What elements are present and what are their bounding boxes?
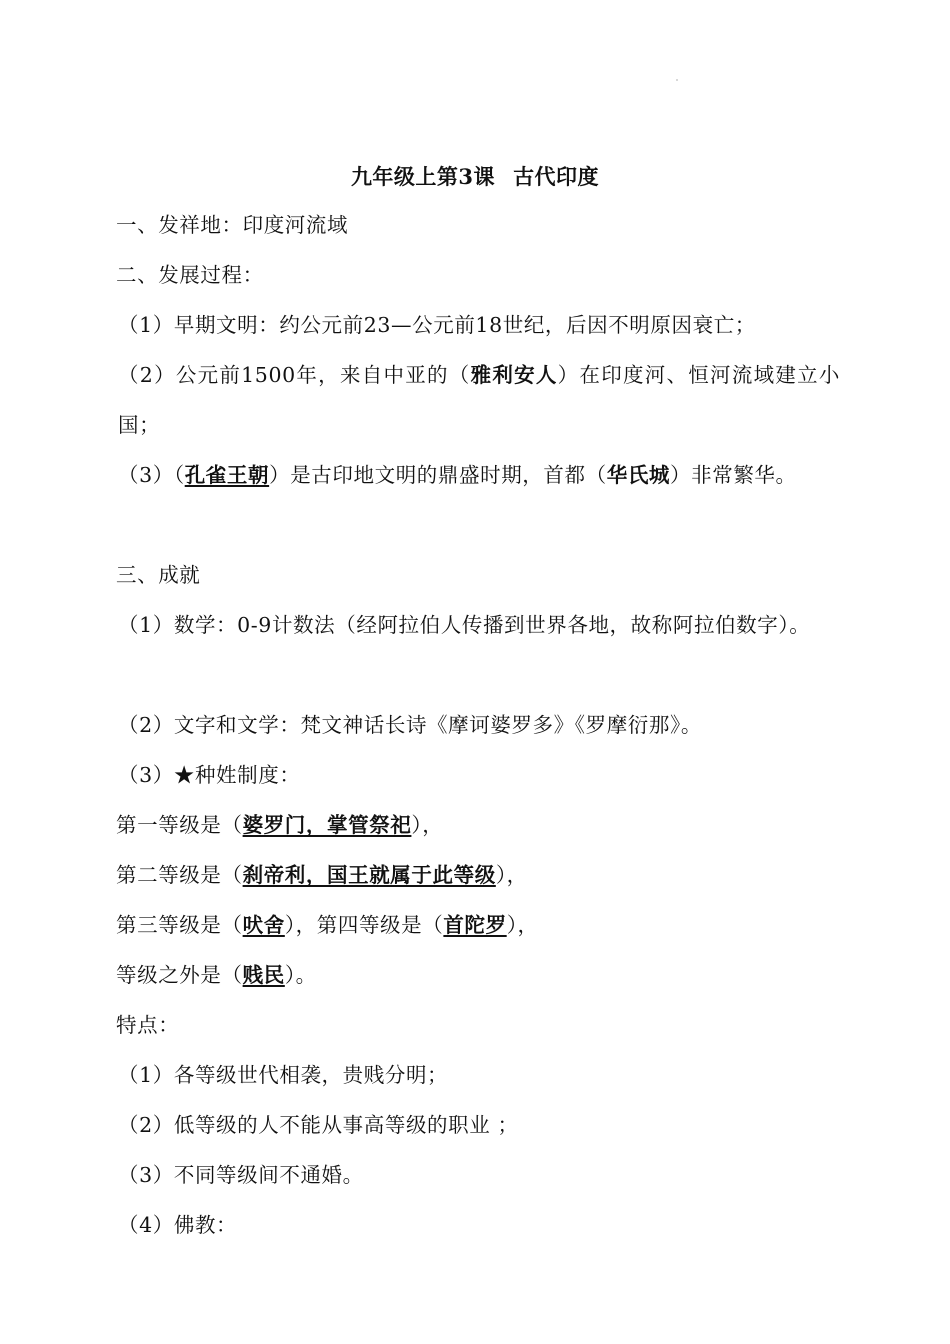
development-item-3-text-b: ）是古印地文明的鼎盛时期，首都（ xyxy=(269,463,607,487)
caste-level-4-prefix: ），第四等级是（ xyxy=(284,913,444,937)
answer-maurya: 孔雀王朝 xyxy=(184,463,270,487)
title-sub: 古代印度 xyxy=(513,164,600,189)
page-speck xyxy=(676,79,678,81)
answer-vaishya: 吠舍 xyxy=(242,913,285,937)
section-origin: 一、发祥地：印度河流域 xyxy=(116,213,349,237)
development-item-3-text-a: （3）（ xyxy=(118,463,185,487)
section-development-heading: 二、发展过程： xyxy=(116,263,264,287)
buddhism-heading: （4）佛教： xyxy=(118,1213,238,1237)
development-item-1: （1）早期文明：约公元前23—公元前18世纪，后因不明原因衰亡； xyxy=(118,313,756,337)
development-item-3-text-c: ）非常繁华。 xyxy=(670,463,797,487)
development-item-2 xyxy=(118,350,840,450)
answer-brahmin: 婆罗门，掌管祭祀 xyxy=(242,813,412,837)
development-item-2-text-b: ）在印度河、恒河流域建立小国； xyxy=(118,363,840,437)
caste-outside xyxy=(116,950,838,1000)
answer-pataliputra: 华氏城 xyxy=(606,463,671,487)
caste-level-2-prefix: 第二等级是（ xyxy=(116,863,243,887)
caste-level-3-prefix: 第三等级是（ xyxy=(116,913,243,937)
caste-level-2 xyxy=(116,850,838,900)
caste-level-4-suffix: ）， xyxy=(506,913,539,937)
achievement-item-1: （1）数学：0-9计数法（经阿拉伯人传播到世界各地，故称阿拉伯数字）。 xyxy=(118,613,811,637)
title-main: 九年级上第3课 xyxy=(350,164,496,189)
achievement-item-3: （3）★种姓制度： xyxy=(118,763,301,787)
features-heading: 特点： xyxy=(116,1013,180,1037)
page-title xyxy=(0,161,950,191)
achievement-item-2: （2）文字和文学：梵文神话长诗《摩诃婆罗多》《罗摩衍那》。 xyxy=(118,713,702,737)
section-achievements-heading: 三、成就 xyxy=(116,563,201,587)
answer-kshatriya: 刹帝利，国王就属于此等级 xyxy=(242,863,496,887)
caste-level-3-4 xyxy=(116,900,838,950)
development-item-2-text-a: （2）公元前1500年，来自中亚的（ xyxy=(118,363,471,387)
answer-untouchables: 贱民 xyxy=(242,963,285,987)
caste-level-1-prefix: 第一等级是（ xyxy=(116,813,243,837)
caste-outside-suffix: ）。 xyxy=(284,963,317,987)
feature-item-2: （2）低等级的人不能从事高等级的职业 ； xyxy=(118,1113,519,1137)
caste-level-2-suffix: ）， xyxy=(495,863,528,887)
caste-level-1 xyxy=(116,800,838,850)
feature-item-1: （1）各等级世代相袭，贵贱分明； xyxy=(118,1063,449,1087)
answer-aryans: 雅利安人 xyxy=(470,363,558,387)
caste-level-1-suffix: ）， xyxy=(411,813,444,837)
development-item-3 xyxy=(118,450,840,500)
caste-outside-prefix: 等级之外是（ xyxy=(116,963,243,987)
feature-item-3: （3）不同等级间不通婚。 xyxy=(118,1163,364,1187)
answer-shudra: 首陀罗 xyxy=(443,913,507,937)
